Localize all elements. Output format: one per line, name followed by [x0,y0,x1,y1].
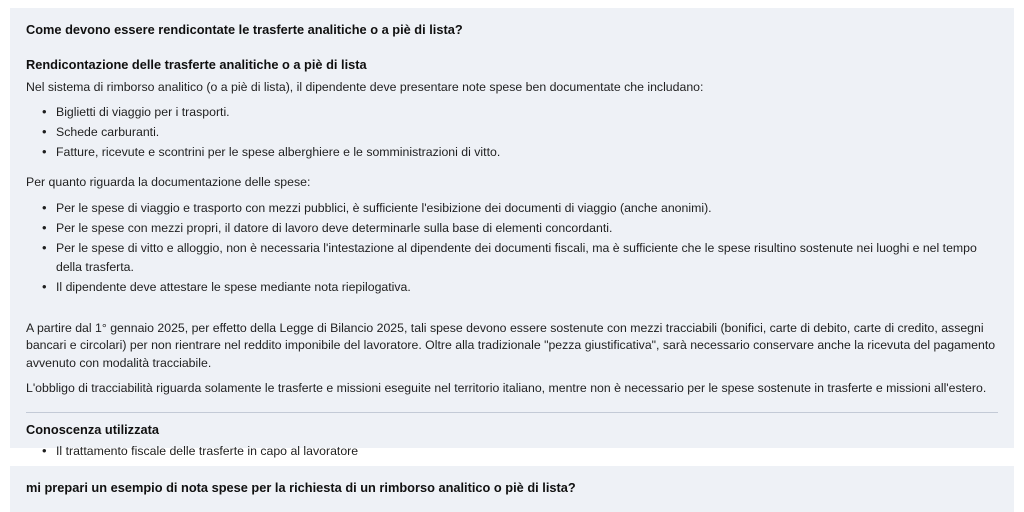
list-item: • Fatture, ricevute e scontrini per le spese alberghiere e le somministrazioni di vitto. [56,143,998,163]
answer-question-title: Come devono essere rendicontate le trasferte analitiche o a piè di lista? [26,22,463,37]
assistant-answer-card [10,8,1014,458]
list-item: • Per le spese di vitto e alloggio, non è necessaria l'intestazione al dipendente dei documenti fiscali, ma è sufficiente che le spese risultino sostenute nei luoghi e nel tempo della trasferta. [56,239,998,278]
list-item: • Schede carburanti. [56,123,998,143]
list-item[interactable]: • Il trattamento fiscale delle trasferte in capo al lavoratore [56,442,998,461]
answer-second-list [26,199,998,297]
list-item: • Il dipendente deve attestare le spese mediante nota riepilogativa. [56,278,998,298]
knowledge-used-list [26,442,998,461]
answer-paragraph-2025: A partire dal 1° gennaio 2025, per effetto della Legge di Bilancio 2025, tali spese devono essere sostenute con mezzi tracciabili (bonifici, carte di debito, carte di credito, assegni bancari e circolari) per non rientrare nel reddito imponibile del lavoratore. Oltre alla tradizionale "pezza giustificativa", sarà necessario conservare anche la ricevuta del pagamento avvenuto con modalità tracciabile. [26,320,996,371]
user-question-text: mi prepari un esempio di nota spese per la richiesta di un rimborso analitico o piè di lista? [26,480,576,495]
answer-section-title: Rendicontazione delle trasferte analitiche o a piè di lista [26,56,367,72]
answer-paragraph-tracciabilita: L'obbligo di tracciabilità riguarda solamente le trasferte e missioni eseguite nel territorio italiano, mentre non è necessario per le spese sostenute in trasferte e missioni all'estero. [26,381,987,396]
list-item: • Per le spese con mezzi propri, il datore di lavoro deve determinarle sulla base di elementi concordanti. [56,219,998,239]
knowledge-used-title: Conoscenza utilizzata [26,412,998,437]
spacer [26,302,998,308]
list-item: • Biglietti di viaggio per i trasporti. [56,103,998,123]
list-item: • Per le spese di viaggio e trasporto con mezzi pubblici, è sufficiente l'esibizione dei documenti di viaggio (anche anonimi). [56,199,998,219]
user-question-card [10,466,1014,512]
answer-intro-paragraph: Nel sistema di rimborso analitico (o a piè di lista), il dipendente deve presentare note spese ben documentate che includano: [26,79,704,94]
answer-second-intro-paragraph: Per quanto riguarda la documentazione delle spese: [26,175,311,190]
answer-first-list [26,103,998,162]
